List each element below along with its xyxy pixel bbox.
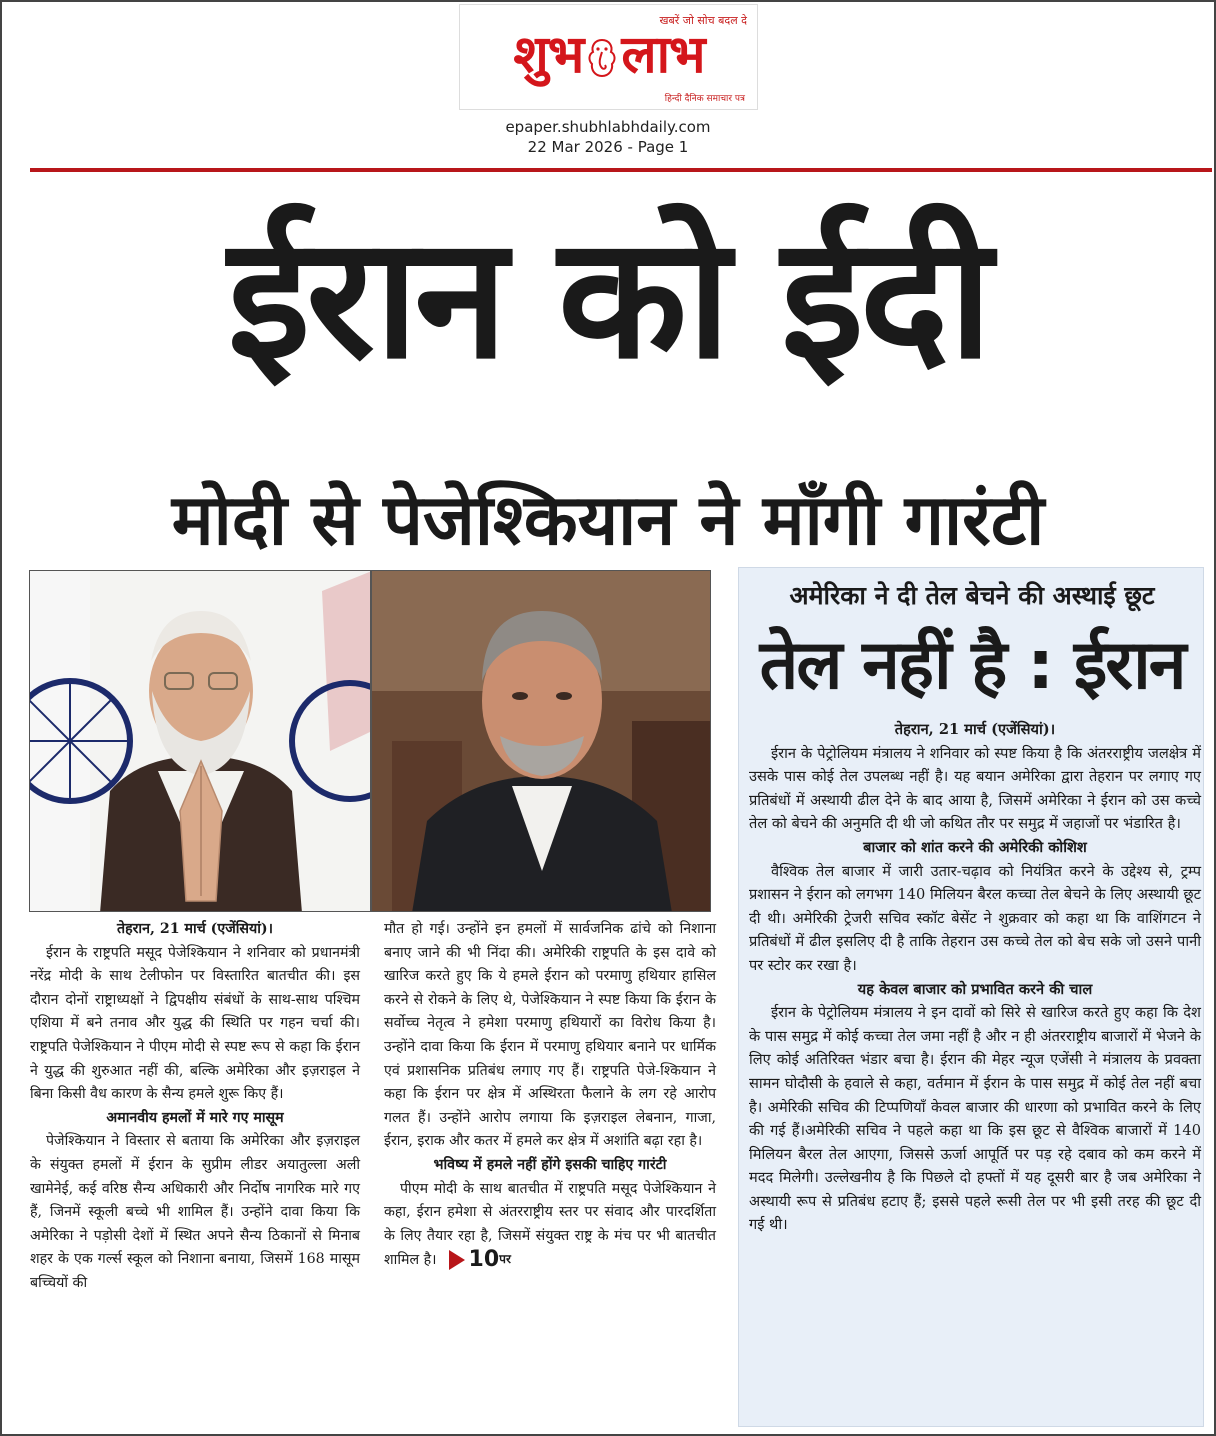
- logo-text-left: शुभ: [513, 25, 584, 85]
- continued-suffix: पर: [499, 1252, 511, 1267]
- continue-arrow-icon: [449, 1250, 465, 1270]
- masthead-logo: [466, 25, 752, 85]
- main-paragraph-4: [384, 1178, 716, 1273]
- side-article-body: [749, 718, 1201, 1237]
- main-article-column-1: [30, 918, 360, 1296]
- logo-text-right: लाभ: [621, 25, 705, 85]
- header-rule: [30, 168, 1212, 172]
- main-paragraph-1: ईरान के राष्ट्रपति मसूद पेजेश्कियान ने शनिवार को प्रधानमंत्री नरेंद्र मोदी के साथ टेलीफोन पर विस्तारित बातचीत की। इस दौरान दोनों राष्ट्राध्यक्षों ने द्विपक्षीय संबंधों के साथ-साथ पश्चिम एशिया में बने तनाव और युद्ध की स्थिति पर गहन चर्चा की। राष्ट्रपति पेजेश्कियान ने पीएम मोदी से स्पष्ट रूप से कहा कि ईरान ने युद्ध की शुरुआत नहीं की, बल्कि अमेरिका और इज़राइल ने बिना किसी वैध कारण के सैन्य हमले शुरू किए हैं।: [30, 944, 360, 1103]
- main-dateline: तेहरान, 21 मार्च (एजेंसियां)।: [117, 921, 273, 937]
- page-headline: ईरान को ईदी: [227, 200, 989, 396]
- main-paragraph-3: मौत हो गई। उन्होंने इन हमलों में सार्वजनिक ढांचे को निशाना बनाए जाने की भी निंदा की। अमेरिकी राष्ट्रपति के इस दावे को खारिज करते हुए कि ये हमले ईरान को परमाणु हथियार हासिल करने से रोकने के लिए थे, पेजेश्कियान ने स्पष्ट किया कि ईरान के सर्वोच्च नेतृत्व ने हमेशा परमाणु हथियारों का विरोध किया है। उन्होंने दावा किया कि ईरान में परमाणु हथियार बनाने पर धार्मिक एवं प्रशासनिक प्रतिबंध लगाए गए हैं। राष्ट्रपति पेजे-श्कियान ने कहा कि ईरान पर क्षेत्र में अस्थिरता फैलाने के लग रहे आरोप गलत हैं। उन्होंने आरोप लगाया कि इज़राइल लेबनान, गाजा, ईरान, इराक और कतर में हमले कर क्षेत्र में अशांति बढ़ा रहा है।: [384, 921, 716, 1150]
- masthead[interactable]: [459, 4, 758, 110]
- main-subhead-1: अमानवीय हमलों में मारे गए मासूम: [106, 1109, 284, 1126]
- pezeshkian-photo: [371, 570, 711, 912]
- side-dateline: तेहरान, 21 मार्च (एजेंसियां)।: [894, 721, 1056, 738]
- ganesha-icon: [585, 36, 619, 80]
- modi-photo-illustration: [30, 571, 371, 912]
- side-paragraph-3: ईरान के पेट्रोलियम मंत्रालय ने इन दावों को सिरे से खारिज करते हुए कहा कि देश के पास समुद्र में कोई कच्चा तेल जमा नहीं है और न ही अंतरराष्ट्रीय बाजारों में भेजने के लिए कोई अतिरिक्त भंडार बचा है। ईरान की मेहर न्यूज एजेंसी ने मंत्रालय के प्रवक्ता सामन घोदौसी के हवाले से कहा, वर्तमान में ईरान के पास समुद्र में कोई तेल नहीं बचा है। अमेरिकी सचिव की टिप्पणियाँ केवल बाजार की धारणा को प्रभावित करने के लिए की गई हैं।अमेरिकी सचिव ने पहले कहा था कि इस छूट से वैश्विक बाजारों में 140 मिलियन बैरल तेल आएगा, जिससे ऊर्जा आपूर्ति पर पड़ रहे दबाव को कम करने में मदद मिलेगी। उल्लेखनीय है कि पिछले दो हफ्तों में यह दूसरी बार है जब अमेरिका ने अस्थायी रूप से प्रतिबंध हटाए हैं; इससे पहले रूसी तेल पर भी इसी तरह की छूट दी गई थी।: [749, 1004, 1201, 1234]
- main-paragraph-2: पेजेश्कियान ने विस्तार से बताया कि अमेरिका और इज़राइल के संयुक्त हमलों में ईरान के सुप्रीम लीडर अयातुल्ला अली खामेनेई, कई वरिष्ठ सैन्य अधिकारी और निर्दोष नागरिक मारे गए हैं, जिनमें स्कूली बच्चे भी शामिल हैं। उन्होंने दावा किया कि अमेरिका ने पड़ोसी देशों में स्थित अपने सैन्य ठिकानों से मिनाब शहर के एक गर्ल्स स्कूल को निशाना बनाया, जिसमें 168 मासूम बच्चियों की: [30, 1133, 360, 1291]
- main-subhead-2: भविष्य में हमले नहीं होंगे इसकी चाहिए गारंटी: [433, 1156, 667, 1173]
- continued-page-number: 10: [468, 1247, 500, 1273]
- modi-photo: [29, 570, 371, 912]
- continued-link[interactable]: [437, 1247, 511, 1273]
- main-article-column-2: [384, 918, 716, 1273]
- side-article-box: [738, 567, 1204, 1427]
- pezeshkian-photo-illustration: [372, 571, 711, 912]
- side-subhead-2: यह केवल बाजार को प्रभावित करने की चाल: [857, 980, 1093, 998]
- side-paragraph-2: वैश्विक तेल बाजार में जारी उतार-चढ़ाव को नियंत्रित करने के उद्देश्य से, ट्रम्प प्रशासन ने ईरान को लगभग 140 मिलियन बैरल कच्चा तेल बेचने के लिए अस्थायी छूट दी थी। अमेरिकी ट्रेजरी सचिव स्कॉट बेसेंट ने शुक्रवार को कहा था कि वाशिंगटन ने प्रतिबंधों में ढील इसलिए दी है ताकि तेहरान उस कच्चे तेल को बेच सके जो उसने पानी पर स्टोर कर रखा है।: [749, 862, 1201, 974]
- side-kicker: अमेरिका ने दी तेल बेचने की अस्थाई छूट: [789, 581, 1155, 610]
- side-paragraph-1: ईरान के पेट्रोलियम मंत्रालय ने शनिवार को स्पष्ट किया है कि अंतरराष्ट्रीय जलक्षेत्र में उसके पास कोई तेल उपलब्ध नहीं है। यह बयान अमेरिका द्वारा तेहरान पर लगाए गए प्रतिबंधों में अस्थायी ढील देने के बाद आया है, जिसमें अमेरिका ने ईरान को उस कच्चे तेल को बेचने की अनुमति दी थी जो कथित तौर पर समुद्र में जहाजों पर भंडारित है।: [749, 744, 1201, 833]
- masthead-subtitle: हिन्दी दैनिक समाचार पत्र: [664, 94, 745, 104]
- edition-date: 22 Mar 2026 - Page 1: [527, 138, 689, 156]
- site-url[interactable]: epaper.shubhlabhdaily.com: [505, 118, 711, 136]
- main-paragraph-4-text: पीएम मोदी के साथ बातचीत में राष्ट्रपति मसूद पेजेश्कियान ने कहा, ईरान हमेशा से अंतरराष्ट्रीय स्तर पर संवाद और पारदर्शिता के लिए तैयार रहा है, जिसमें संयुक्त राष्ट्र के मंच पर भी बातचीत शामिल है।: [384, 1180, 716, 1269]
- masthead-tagline: खबरें जो सोच बदल दे: [659, 14, 747, 27]
- side-title: तेल नहीं है : ईरान: [759, 626, 1185, 705]
- side-subhead-1: बाजार को शांत करने की अमेरिकी कोशिश: [863, 838, 1087, 856]
- page-subheadline: मोदी से पेजेश्कियान ने माँगी गारंटी: [171, 479, 1045, 561]
